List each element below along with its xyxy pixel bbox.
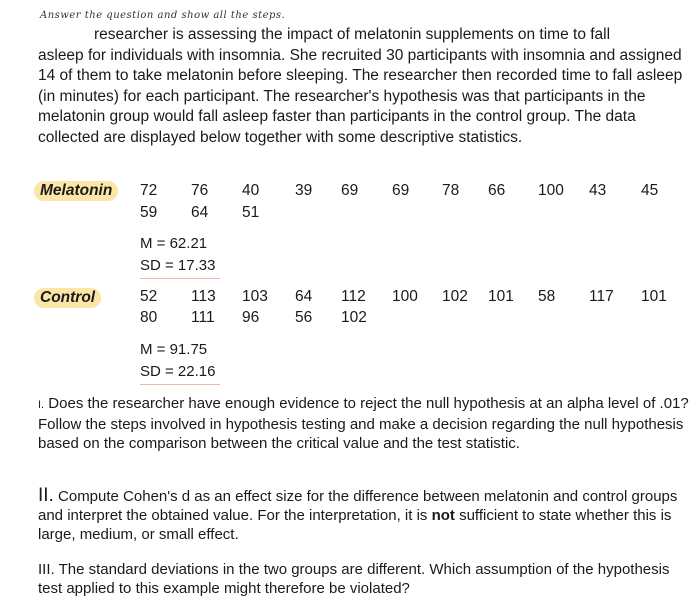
question-2	[38, 486, 693, 544]
intro-rest: asleep for individuals with insomnia. She recruited 30 participants with insomnia and assigned 14 of them to take melatonin before sleeping. The researcher then recorded time to fall asleep (in minutes) for each participant. The researcher's hypothesis was that participants in the melatonin group would fall asleep faster than participants in the control group. The data collected are displayed below together with some descriptive statistics.	[38, 46, 683, 146]
control-divider	[140, 384, 220, 385]
question-2-emphasis: not	[431, 507, 455, 524]
melatonin-value: 69	[392, 182, 410, 199]
melatonin-value: 59	[140, 204, 158, 221]
question-3-text: The standard deviations in the two groups are different. Which assumption of the hypothesis test applied to this example might therefore be violated?	[38, 561, 670, 597]
control-value: 102	[442, 288, 468, 305]
question-1-number: I.	[38, 399, 45, 411]
question-3-number: III.	[38, 561, 55, 578]
control-data-row-1	[140, 288, 681, 306]
control-value: 96	[242, 309, 260, 326]
control-value: 80	[140, 309, 158, 326]
question-1-text: Does the researcher have enough evidence to reject the null hypothesis at an alpha level of .01? Follow the steps involved in hypothesis testing and make a decision regarding the null hypothesis based on the comparison between the critical value and the test statistic.	[38, 395, 689, 452]
intro-first-line: researcher is assessing the impact of melatonin supplements on time to fall	[94, 26, 611, 43]
control-value: 101	[641, 288, 667, 305]
control-mean: M = 91.75	[140, 341, 208, 358]
control-value: 113	[191, 288, 216, 305]
intro-paragraph	[38, 25, 690, 148]
melatonin-divider	[140, 278, 220, 279]
melatonin-data-row-2	[140, 204, 295, 222]
question-2-number: II.	[38, 485, 54, 506]
control-value: 56	[295, 309, 313, 326]
control-stats	[140, 339, 220, 385]
handwritten-note: Answer the question and show all the steps.	[40, 10, 286, 21]
control-data-row-2	[140, 309, 392, 327]
control-value: 103	[242, 288, 268, 305]
melatonin-value: 69	[341, 182, 359, 199]
question-2-text-a: Compute Cohen's d as an effect size for the difference between melatonin and control groups and interpret the obtained value. For the interpretation, it is	[38, 488, 678, 524]
melatonin-value: 40	[242, 182, 260, 199]
melatonin-sd: SD = 17.33	[140, 257, 216, 274]
control-value: 101	[488, 288, 514, 305]
control-value: 111	[191, 309, 215, 326]
melatonin-value: 39	[295, 182, 313, 199]
melatonin-stats	[140, 233, 220, 279]
melatonin-label: Melatonin	[34, 181, 118, 201]
question-1	[38, 394, 693, 453]
control-value: 100	[392, 288, 418, 305]
melatonin-value: 78	[442, 182, 460, 199]
melatonin-value: 51	[242, 204, 260, 221]
control-label: Control	[34, 288, 101, 308]
question-2-text-b: sufficient to state whether this is large, medium, or small effect.	[38, 507, 672, 543]
melatonin-value: 100	[538, 182, 564, 199]
control-value: 117	[589, 288, 614, 305]
melatonin-value: 76	[191, 182, 209, 199]
melatonin-value: 66	[488, 182, 506, 199]
control-value: 64	[295, 288, 313, 305]
control-value: 52	[140, 288, 158, 305]
control-value: 102	[341, 309, 367, 326]
question-3	[38, 560, 693, 598]
melatonin-value: 43	[589, 182, 607, 199]
melatonin-value: 72	[140, 182, 158, 199]
control-value: 58	[538, 288, 556, 305]
melatonin-mean: M = 62.21	[140, 235, 208, 252]
melatonin-data-row-1	[140, 182, 681, 200]
melatonin-value: 64	[191, 204, 209, 221]
melatonin-value: 45	[641, 182, 659, 199]
control-value: 112	[341, 288, 366, 305]
control-sd: SD = 22.16	[140, 363, 216, 380]
